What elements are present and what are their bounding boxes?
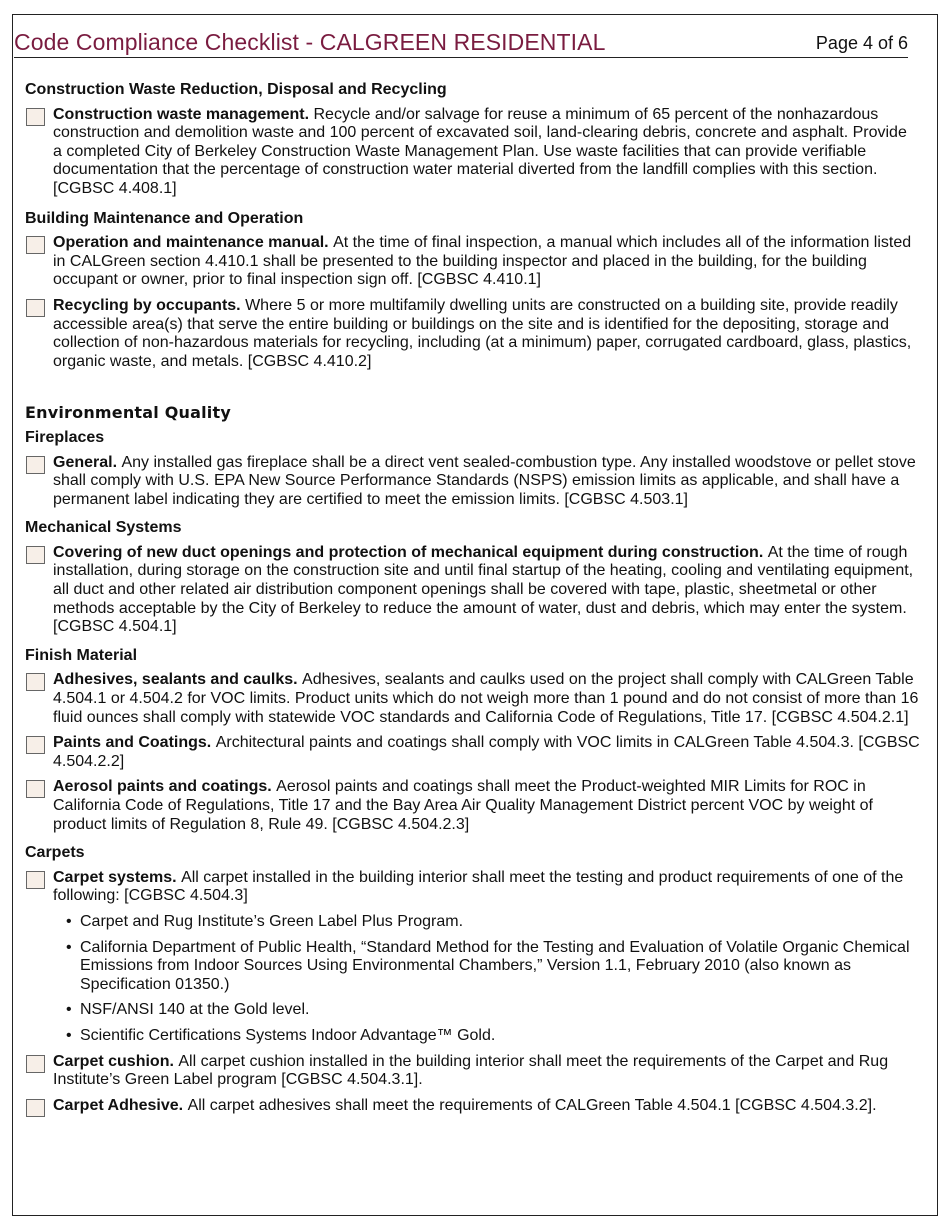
item-text: All carpet adhesives shall meet the requirements of CALGreen Table 4.504.1 [CGBSC 4.504.3.2].	[187, 1096, 877, 1114]
item-title: Construction waste management.	[53, 105, 314, 123]
checklist-item	[25, 778, 920, 834]
checklist-item	[25, 1053, 920, 1090]
item-title: Carpet systems.	[53, 868, 182, 886]
checkbox[interactable]	[26, 1055, 45, 1073]
checkbox[interactable]	[26, 108, 45, 126]
checklist-item	[25, 234, 920, 290]
checklist-item	[25, 734, 920, 771]
item-title: Covering of new duct openings and protection of mechanical equipment during construction.	[53, 543, 768, 561]
checkbox[interactable]	[26, 871, 45, 889]
item-text: At the time of rough installation, during storage on the construction site and until final startup of the heating, cooling and ventilating equipment, all duct and other related air distribution component openings shall be covered with tape, plastic, sheetmetal or other methods acceptable by the City of Berkeley to reduce the amount of water, dust and debris, which may enter the system. [CGBSC 4.504.1]	[53, 543, 914, 636]
checklist-item	[25, 1097, 920, 1116]
checkbox[interactable]	[26, 780, 45, 798]
item-text: Recycle and/or salvage for reuse a minimum of 65 percent of the nonhazardous construction and demolition waste and 100 percent of excavated soil, land-clearing debris, concrete and asphalt. Provide a completed City of Berkeley Construction Waste Management Plan. Use waste facilities that can provide verifiable documentation that the percentage of construction water material diverted from the landfill complies with this section. [CGBSC 4.408.1]	[53, 105, 907, 197]
checkbox[interactable]	[26, 546, 45, 564]
checklist-item	[25, 544, 920, 637]
item-text: Aerosol paints and coatings shall meet the Product-weighted MIR Limits for ROC in California Code of Regulations, Title 17 and the Bay Area Air Quality Management District percent VOC by weight of product limits of Regulation 8, Rule 49. [CGBSC 4.504.2.3]	[53, 778, 873, 833]
item-text: All carpet installed in the building interior shall meet the testing and product requirements of one of the following: [CGBSC 4.504.3]	[53, 868, 904, 905]
checklist-item	[25, 671, 920, 727]
list-item: • Carpet and Rug Institute’s Green Label Plus Program.	[66, 913, 920, 932]
list-item: • Scientific Certifications Systems Indoor Advantage™ Gold.	[66, 1027, 920, 1046]
item-title: Carpet Adhesive.	[53, 1096, 188, 1114]
section-heading-carpets: Carpets	[25, 844, 85, 862]
item-title: Recycling by occupants.	[53, 296, 246, 314]
item-title: General.	[53, 453, 122, 471]
page-number: Page 4 of 6	[815, 33, 908, 53]
checklist-item	[25, 869, 920, 906]
section-heading-finish: Finish Material	[25, 646, 138, 664]
section-heading-fireplaces: Fireplaces	[25, 428, 105, 446]
section-heading-mechanical: Mechanical Systems	[25, 519, 182, 537]
item-title: Adhesives, sealants and caulks.	[53, 671, 303, 689]
section-heading-maintenance: Building Maintenance and Operation	[25, 209, 304, 227]
checkbox[interactable]	[26, 736, 45, 754]
item-text: Architectural paints and coatings shall comply with VOC limits in CALGreen Table 4.504.3. [CGBSC 4.504.2.2]	[53, 734, 920, 770]
checkbox[interactable]	[26, 236, 45, 254]
item-title: Paints and Coatings.	[53, 734, 216, 752]
item-text: Where 5 or more multifamily dwelling units are constructed on a building site, provide readily accessible area(s) that serve the entire building or buildings on the site and is identified for the depositing, storage and collection of non-hazardous materials for recycling, including (at a minimum) paper, corrugated cardboard, glass, plastics, organic waste, and metals. [CGBSC 4.410.2]	[53, 296, 912, 370]
item-text: At the time of final inspection, a manual which includes all of the information listed in CALGreen section 4.410.1 shall be presented to the building inspector and placed in the building, for the building occupant or owner, prior to final inspection sign off. [CGBSC 4.410.1]	[53, 234, 912, 289]
section-heading-environmental-quality: Environmental Quality	[25, 403, 231, 423]
item-title: Aerosol paints and coatings.	[53, 778, 277, 796]
item-text: Adhesives, sealants and caulks used on the project shall comply with CALGreen Table 4.504.1 or 4.504.2 for VOC limits. Product units which do not weigh more than 1 pound and do not consist of more than 16 fluid ounces shall comply with statewide VOC standards and California Code of Regulations, Title 17. [CGBSC 4.504.2.1]	[53, 671, 919, 726]
list-item: • California Department of Public Health, “Standard Method for the Testing and Evaluation of Volatile Organic Chemical Emissions from Indoor Sources Using Environmental Chambers,” Version 1.1, February 2010 (also known as Specification 01350.)	[66, 939, 920, 995]
checklist-item	[25, 297, 920, 371]
checklist-item	[25, 454, 920, 510]
item-text: All carpet cushion installed in the building interior shall meet the requirements of the Carpet and Rug Institute’s Green Label program [CGBSC 4.504.3.1].	[53, 1052, 889, 1089]
checkbox[interactable]	[26, 1099, 45, 1117]
item-text: Any installed gas fireplace shall be a direct vent sealed-combustion type. Any installed woodstove or pellet stove shall comply with U.S. EPA New Source Performance Standards (NSPS) emission limits as applicable, and shall have a permanent label indicating they are certified to meet the emission limits. [CGBSC 4.503.1]	[53, 453, 916, 508]
page-header	[14, 16, 908, 58]
carpet-standards-list	[25, 913, 920, 1046]
page-title: Code Compliance Checklist - CALGREEN RESIDENTIAL	[14, 29, 606, 55]
section-heading-construction-waste: Construction Waste Reduction, Disposal and Recycling	[25, 81, 447, 98]
list-item: • NSF/ANSI 140 at the Gold level.	[66, 1001, 920, 1020]
checklist-content	[25, 81, 920, 1122]
checkbox[interactable]	[26, 299, 45, 317]
checklist-item	[25, 106, 920, 199]
checkbox[interactable]	[26, 673, 45, 691]
item-title: Carpet cushion.	[53, 1052, 179, 1070]
checkbox[interactable]	[26, 456, 45, 474]
item-title: Operation and maintenance manual.	[53, 234, 334, 252]
